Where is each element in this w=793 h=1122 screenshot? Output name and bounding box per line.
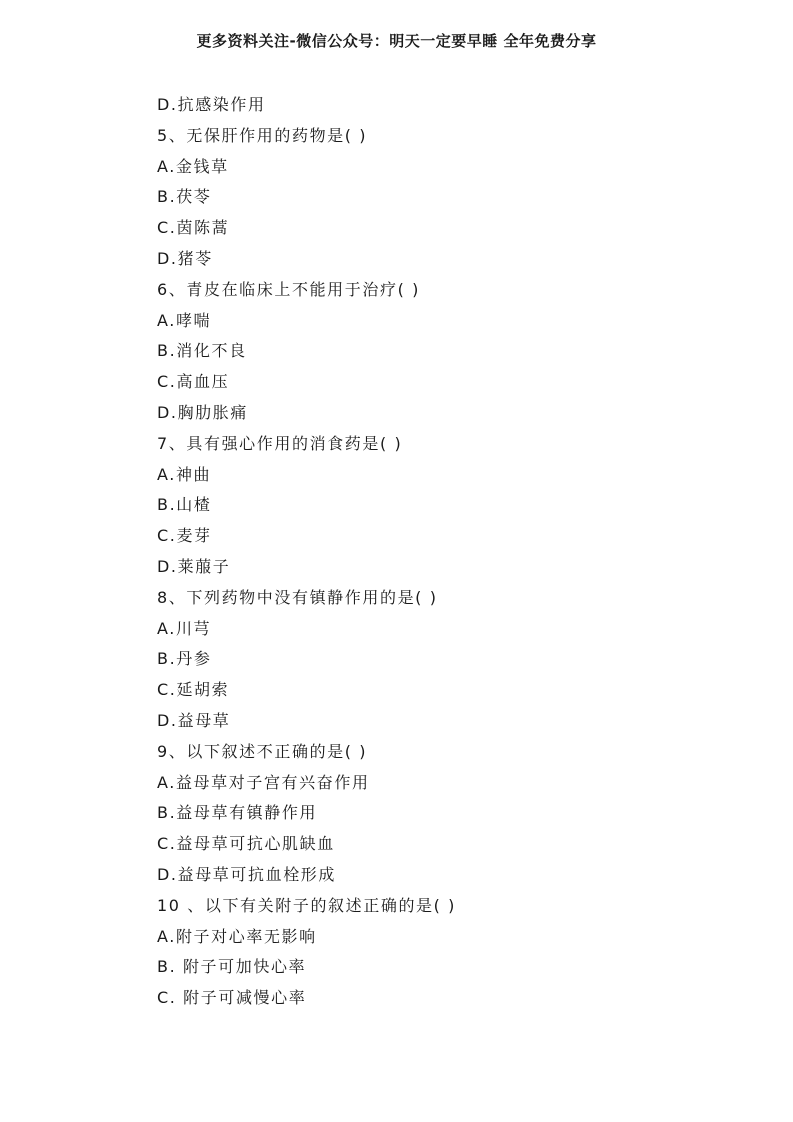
question-line: 6、青皮在临床上不能用于治疗( ) — [157, 279, 420, 299]
option-line: D.胸肋胀痛 — [157, 402, 249, 422]
option-line: C.延胡索 — [157, 680, 230, 700]
page-header: 更多资料关注-微信公众号：明天一定要早睡 全年免费分享 — [196, 32, 597, 50]
option-line: C.茵陈蒿 — [157, 218, 230, 238]
option-line: A.哮喘 — [157, 310, 212, 330]
option-line: D.益母草可抗血栓形成 — [157, 864, 337, 884]
option-line: A.川芎 — [157, 618, 212, 638]
option-line: B.茯苓 — [157, 187, 212, 207]
option-line: C. 附子可减慢心率 — [157, 988, 307, 1008]
question-line: 9、以下叙述不正确的是( ) — [157, 741, 368, 761]
option-line: B. 附子可加快心率 — [157, 957, 307, 977]
option-line: D.益母草 — [157, 710, 231, 730]
option-line: C.麦芽 — [157, 526, 212, 546]
question-line: 8、下列药物中没有镇静作用的是( ) — [157, 587, 438, 607]
option-line: D.猪苓 — [157, 248, 213, 268]
question-line: 10 、以下有关附子的叙述正确的是( ) — [157, 895, 457, 915]
option-line: B.消化不良 — [157, 341, 247, 361]
question-line: 7、具有强心作用的消食药是( ) — [157, 433, 403, 453]
option-line: D.抗感染作用 — [157, 95, 266, 114]
option-line: A.金钱草 — [157, 156, 229, 176]
option-line: B.山楂 — [157, 495, 212, 515]
option-line: B.益母草有镇静作用 — [157, 803, 318, 823]
document-body — [157, 94, 717, 1018]
option-line: C.益母草可抗心肌缺血 — [157, 834, 335, 854]
option-line: B.丹参 — [157, 649, 212, 669]
option-line: C.高血压 — [157, 372, 230, 392]
question-line: 5、无保肝作用的药物是( ) — [157, 125, 368, 145]
option-line: A.益母草对子宫有兴奋作用 — [157, 772, 370, 792]
option-line: A.附子对心率无影响 — [157, 926, 317, 946]
option-line: A.神曲 — [157, 464, 212, 484]
option-line: D.莱菔子 — [157, 556, 231, 576]
